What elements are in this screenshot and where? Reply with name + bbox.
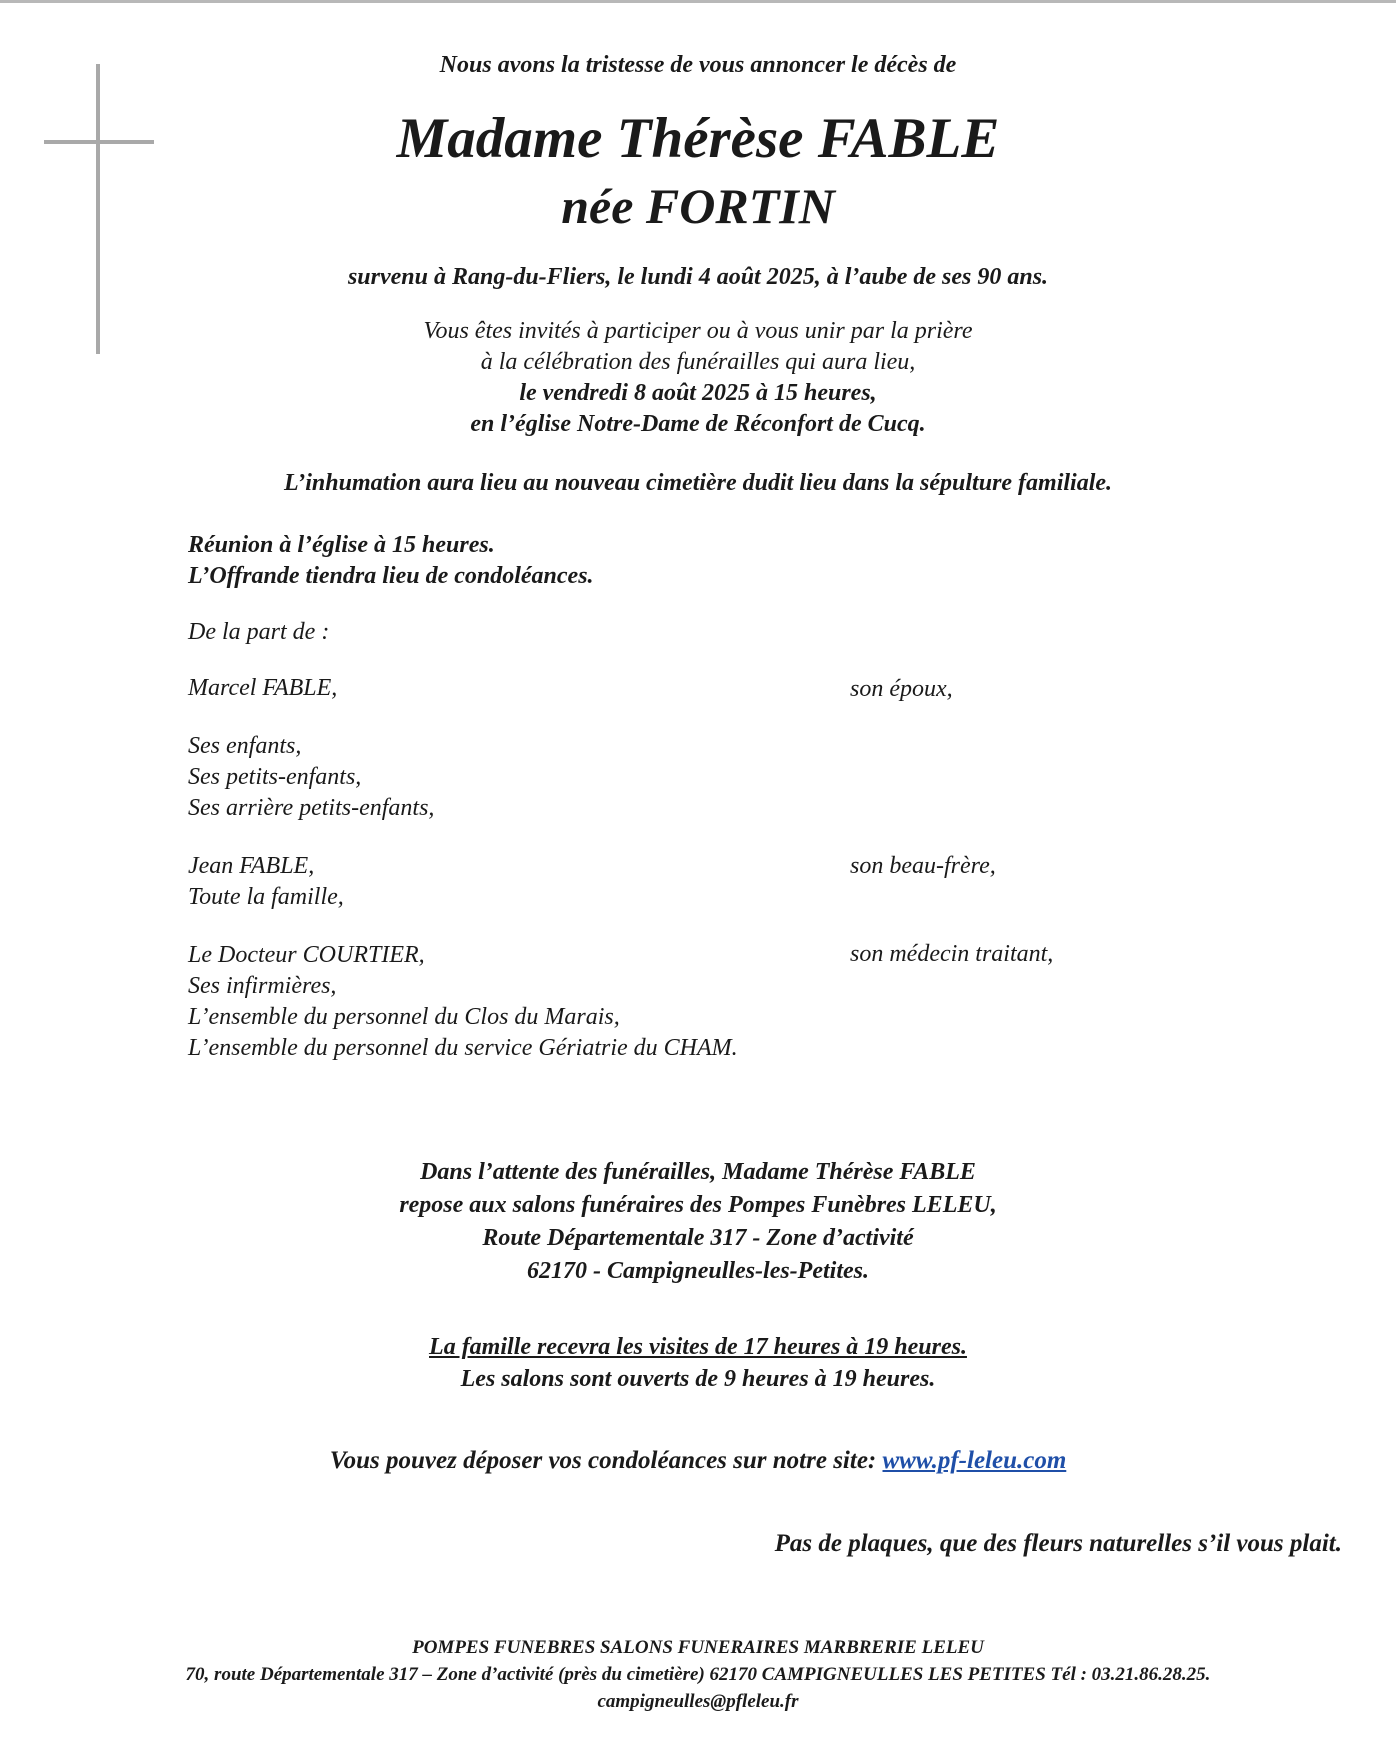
death-details: survenu à Rang-du-Fliers, le lundi 4 août 2025, à l’aube de ses 90 ans. [347, 264, 1049, 290]
salons-line: repose aux salons funéraires des Pompes Funèbres LELEU, [399, 1192, 997, 1218]
family-role: son médecin traitant, [850, 941, 1054, 967]
visits-hours: La famille recevra les visites de 17 heures à 19 heures. [429, 1334, 967, 1360]
announcement: Nous avons la tristesse de vous annoncer le décès de [439, 52, 957, 78]
website-link[interactable]: www.pf-leleu.com [882, 1447, 1067, 1474]
family-role: son beau-frère, [850, 853, 996, 879]
flowers-note: Pas de plaques, que des fleurs naturelles s’il vous plait. [774, 1530, 1342, 1557]
family-role: son époux, [850, 676, 953, 702]
from-label: De la part de : [188, 619, 330, 645]
invitation-line: Vous êtes invités à participer ou à vous unir par la prière [423, 318, 973, 344]
footer [0, 1634, 1396, 1715]
family-member: Jean FABLE, [188, 853, 315, 879]
invitation-date: le vendredi 8 août 2025 à 15 heures, [519, 380, 877, 406]
family-member: Toute la famille, [188, 884, 344, 910]
family-member: Ses arrière petits-enfants, [188, 795, 435, 821]
opening-hours: Les salons sont ouverts de 9 heures à 19 heures. [460, 1366, 936, 1392]
salons-line: Route Départementale 317 - Zone d’activité [482, 1225, 914, 1251]
reunion-line: Réunion à l’église à 15 heures. [188, 532, 495, 558]
family-group-spouse [188, 673, 337, 704]
family-member: Marcel FABLE, [188, 675, 338, 701]
family-member: Ses petits-enfants, [188, 764, 362, 790]
family-group-medical [188, 940, 738, 1064]
maiden-name: née FORTIN [561, 178, 835, 234]
visits-block [0, 1331, 1396, 1395]
salons-line: Dans l’attente des funérailles, Madame Thérèse FABLE [420, 1159, 976, 1185]
funeral-invitation [0, 316, 1396, 440]
footer-email[interactable]: campigneulles@pfleleu.fr [597, 1691, 799, 1712]
invitation-line: à la célébration des funérailles qui aura lieu, [480, 349, 916, 375]
top-border [0, 0, 1396, 3]
family-member: Ses enfants, [188, 733, 302, 759]
reunion-block [188, 530, 594, 592]
family-member: Le Docteur COURTIER, [188, 942, 425, 968]
deceased-name: Madame Thérèse FABLE [396, 107, 1000, 170]
family-group-children [188, 731, 434, 824]
salons-block [0, 1156, 1396, 1288]
footer-company: POMPES FUNEBRES SALONS FUNERAIRES MARBRERIE LELEU [412, 1637, 984, 1658]
offering-line: L’Offrande tiendra lieu de condoléances. [188, 563, 594, 589]
family-member: L’ensemble du personnel du Clos du Marais, [188, 1004, 620, 1030]
footer-address: 70, route Départementale 317 – Zone d’activité (près du cimetière) 62170 CAMPIGNEULLES LES PETITES Tél : 03.21.86.28.25. [185, 1664, 1211, 1685]
condolences-text: Vous pouvez déposer vos condoléances sur notre site: [329, 1447, 877, 1474]
family-group-brother-in-law [188, 851, 344, 913]
salons-line: 62170 - Campigneulles-les-Petites. [527, 1258, 869, 1284]
inhumation-note: L’inhumation aura lieu au nouveau cimetière dudit lieu dans la sépulture familiale. [283, 470, 1113, 496]
family-member: L’ensemble du personnel du service Gériatrie du CHAM. [188, 1035, 738, 1061]
family-member: Ses infirmières, [188, 973, 337, 999]
invitation-place: en l’église Notre-Dame de Réconfort de Cucq. [470, 411, 926, 437]
condolences-line [0, 1447, 1396, 1475]
